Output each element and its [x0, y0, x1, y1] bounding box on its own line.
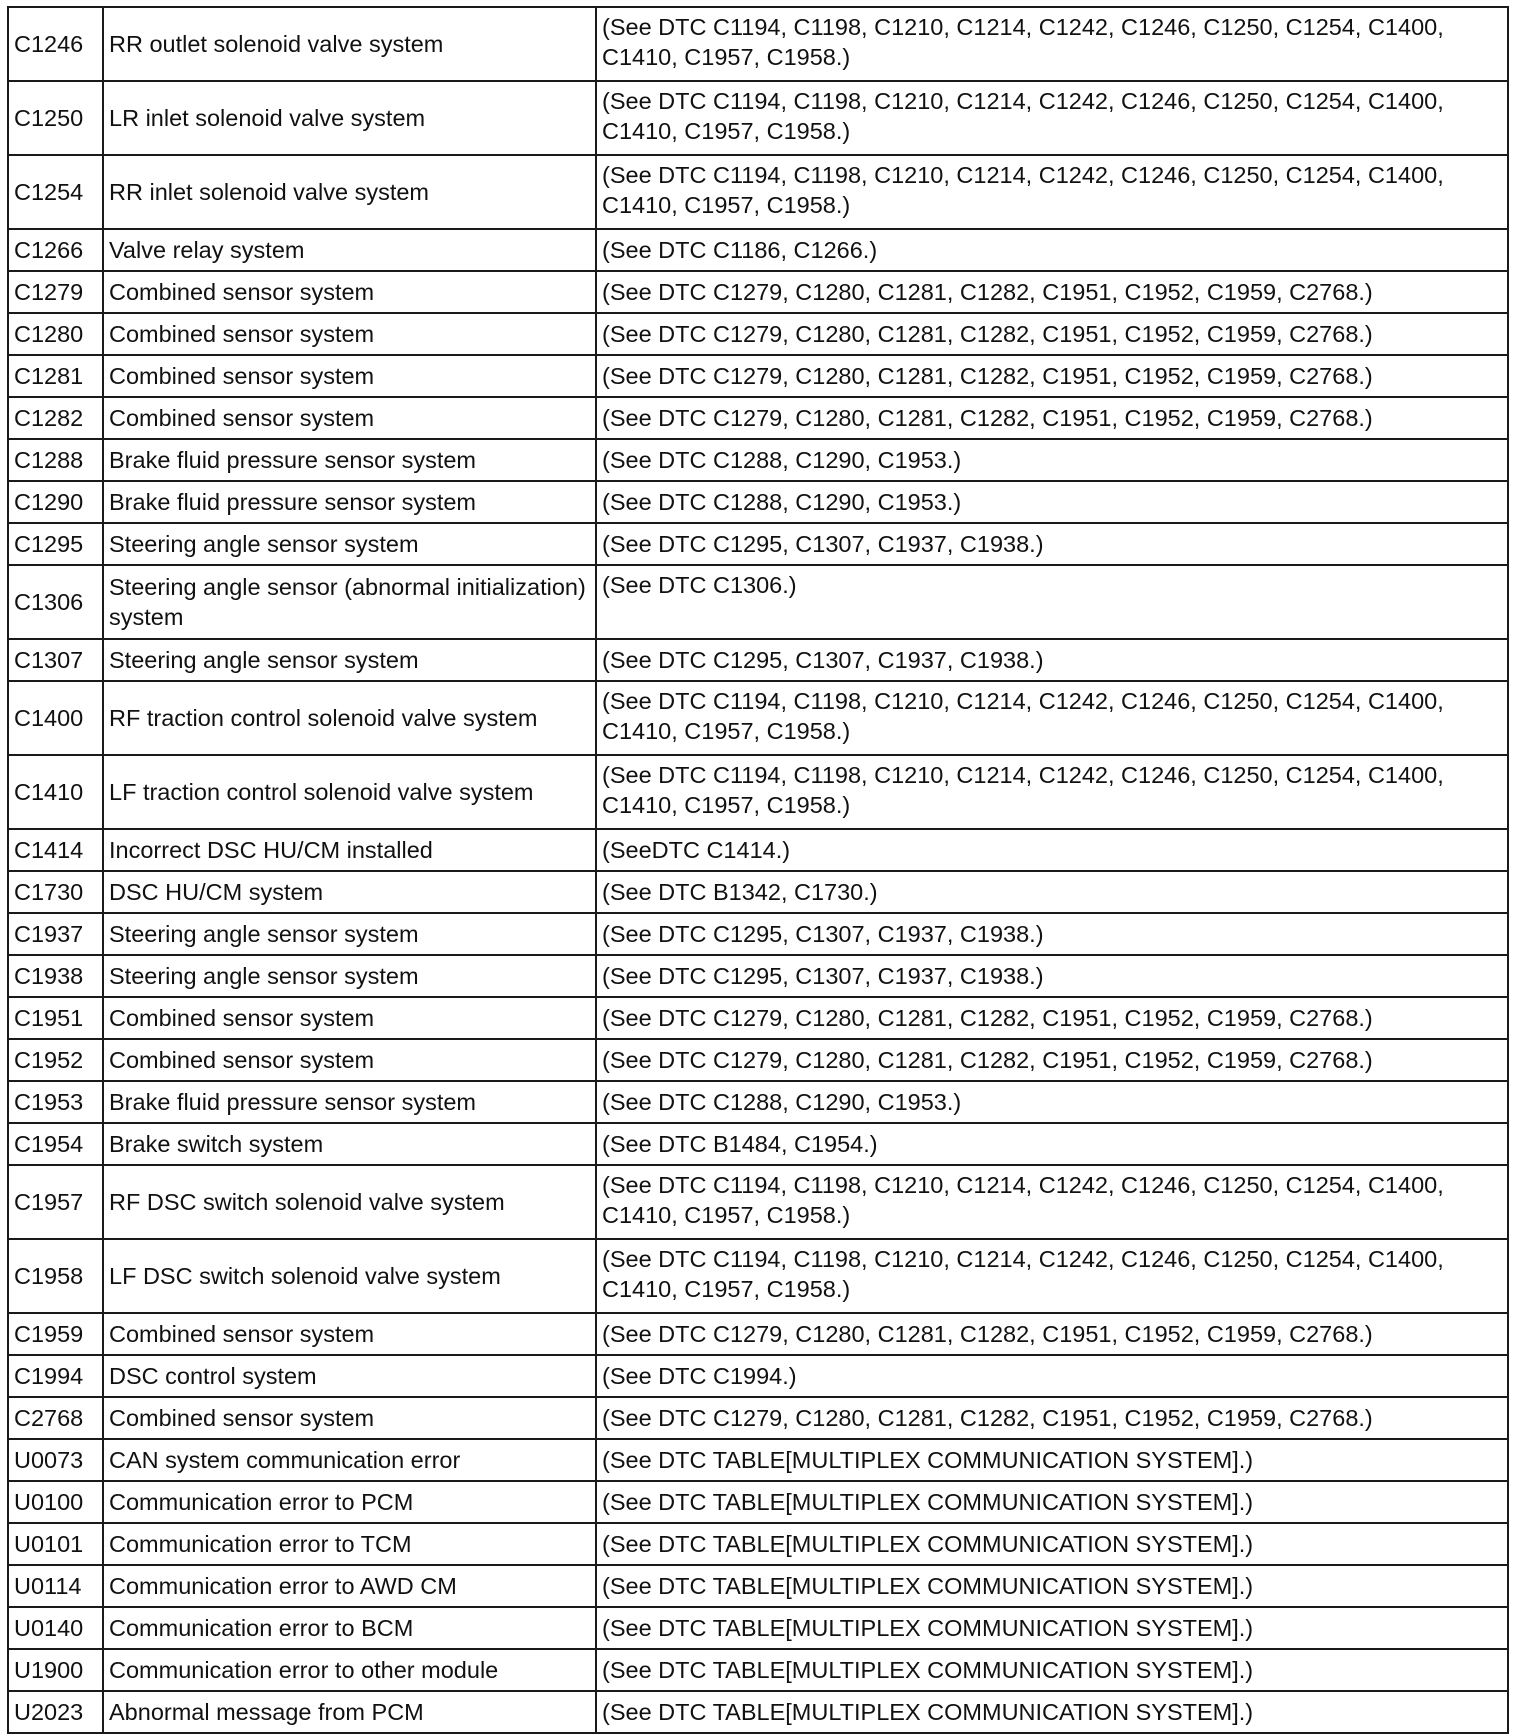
dtc-description: RR outlet solenoid valve system: [103, 7, 596, 81]
dtc-description: Steering angle sensor (abnormal initialization) system: [103, 565, 596, 639]
dtc-description: RF DSC switch solenoid valve system: [103, 1165, 596, 1239]
dtc-reference: (See DTC C1279, C1280, C1281, C1282, C1951, C1952, C1959, C2768.): [596, 313, 1508, 355]
dtc-description: Steering angle sensor system: [103, 523, 596, 565]
table-row: [8, 913, 1508, 955]
dtc-reference: (See DTC TABLE[MULTIPLEX COMMUNICATION SYSTEM].): [596, 1607, 1508, 1649]
dtc-code: C1959: [8, 1313, 103, 1355]
dtc-reference: (See DTC TABLE[MULTIPLEX COMMUNICATION SYSTEM].): [596, 1691, 1508, 1733]
table-row: [8, 681, 1508, 755]
dtc-code: C1410: [8, 755, 103, 829]
dtc-code: C1281: [8, 355, 103, 397]
dtc-reference: (See DTC C1279, C1280, C1281, C1282, C1951, C1952, C1959, C2768.): [596, 397, 1508, 439]
dtc-reference: (See DTC C1279, C1280, C1281, C1282, C1951, C1952, C1959, C2768.): [596, 355, 1508, 397]
dtc-code: C1994: [8, 1355, 103, 1397]
dtc-description: Combined sensor system: [103, 997, 596, 1039]
dtc-code: C1400: [8, 681, 103, 755]
table-row: [8, 271, 1508, 313]
dtc-reference: (See DTC C1279, C1280, C1281, C1282, C1951, C1952, C1959, C2768.): [596, 1313, 1508, 1355]
table-row: [8, 355, 1508, 397]
dtc-code: U2023: [8, 1691, 103, 1733]
dtc-description: Brake switch system: [103, 1123, 596, 1165]
dtc-reference: (See DTC C1194, C1198, C1210, C1214, C1242, C1246, C1250, C1254, C1400, C1410, C1957, C1958.): [596, 755, 1508, 829]
dtc-code: C1957: [8, 1165, 103, 1239]
dtc-description: Combined sensor system: [103, 1397, 596, 1439]
table-row: [8, 997, 1508, 1039]
table-row: [8, 1481, 1508, 1523]
dtc-reference: (See DTC C1194, C1198, C1210, C1214, C1242, C1246, C1250, C1254, C1400, C1410, C1957, C1958.): [596, 681, 1508, 755]
dtc-description: Steering angle sensor system: [103, 955, 596, 997]
dtc-code: C2768: [8, 1397, 103, 1439]
dtc-description: Brake fluid pressure sensor system: [103, 439, 596, 481]
dtc-description: DSC HU/CM system: [103, 871, 596, 913]
dtc-description: Abnormal message from PCM: [103, 1691, 596, 1733]
dtc-description: Combined sensor system: [103, 355, 596, 397]
dtc-code: U0073: [8, 1439, 103, 1481]
table-row: [8, 1649, 1508, 1691]
dtc-description: Communication error to other module: [103, 1649, 596, 1691]
dtc-description: Steering angle sensor system: [103, 639, 596, 681]
dtc-description: Brake fluid pressure sensor system: [103, 1081, 596, 1123]
dtc-code: U0114: [8, 1565, 103, 1607]
dtc-reference: (See DTC C1279, C1280, C1281, C1282, C1951, C1952, C1959, C2768.): [596, 1397, 1508, 1439]
dtc-code: C1951: [8, 997, 103, 1039]
dtc-code: C1938: [8, 955, 103, 997]
dtc-code: C1937: [8, 913, 103, 955]
dtc-description: Incorrect DSC HU/CM installed: [103, 829, 596, 871]
dtc-code: C1730: [8, 871, 103, 913]
table-row: [8, 1123, 1508, 1165]
dtc-code: U1900: [8, 1649, 103, 1691]
dtc-description: Combined sensor system: [103, 397, 596, 439]
table-row: [8, 565, 1508, 639]
dtc-description: Combined sensor system: [103, 1313, 596, 1355]
dtc-reference: (See DTC C1288, C1290, C1953.): [596, 481, 1508, 523]
dtc-description: Brake fluid pressure sensor system: [103, 481, 596, 523]
dtc-description: RR inlet solenoid valve system: [103, 155, 596, 229]
table-row: [8, 313, 1508, 355]
dtc-code: C1414: [8, 829, 103, 871]
table-row: [8, 1397, 1508, 1439]
table-row: [8, 439, 1508, 481]
dtc-reference: (See DTC C1295, C1307, C1937, C1938.): [596, 913, 1508, 955]
dtc-code: C1266: [8, 229, 103, 271]
dtc-reference: (See DTC C1279, C1280, C1281, C1282, C1951, C1952, C1959, C2768.): [596, 1039, 1508, 1081]
table-row: [8, 829, 1508, 871]
table-row: [8, 755, 1508, 829]
dtc-description: DSC control system: [103, 1355, 596, 1397]
table-row: [8, 155, 1508, 229]
dtc-reference: (See DTC B1342, C1730.): [596, 871, 1508, 913]
dtc-reference: (See DTC C1194, C1198, C1210, C1214, C1242, C1246, C1250, C1254, C1400, C1410, C1957, C1958.): [596, 155, 1508, 229]
dtc-reference: (See DTC C1279, C1280, C1281, C1282, C1951, C1952, C1959, C2768.): [596, 997, 1508, 1039]
table-row: [8, 1439, 1508, 1481]
dtc-description: RF traction control solenoid valve system: [103, 681, 596, 755]
dtc-code: C1254: [8, 155, 103, 229]
dtc-reference: (See DTC C1279, C1280, C1281, C1282, C1951, C1952, C1959, C2768.): [596, 271, 1508, 313]
dtc-code: U0101: [8, 1523, 103, 1565]
table-row: [8, 955, 1508, 997]
dtc-reference: (See DTC TABLE[MULTIPLEX COMMUNICATION SYSTEM].): [596, 1649, 1508, 1691]
dtc-reference: (See DTC C1306.): [596, 565, 1508, 639]
table-row: [8, 397, 1508, 439]
dtc-code: C1282: [8, 397, 103, 439]
table-row: [8, 1523, 1508, 1565]
table-row: [8, 1691, 1508, 1733]
table-row: [8, 1239, 1508, 1313]
dtc-reference: (See DTC C1295, C1307, C1937, C1938.): [596, 955, 1508, 997]
dtc-reference: (See DTC C1194, C1198, C1210, C1214, C1242, C1246, C1250, C1254, C1400, C1410, C1957, C1958.): [596, 7, 1508, 81]
table-row: [8, 81, 1508, 155]
dtc-description: Valve relay system: [103, 229, 596, 271]
dtc-code: C1279: [8, 271, 103, 313]
dtc-code: C1958: [8, 1239, 103, 1313]
table-row: [8, 1355, 1508, 1397]
dtc-description: Combined sensor system: [103, 271, 596, 313]
dtc-reference: (See DTC C1194, C1198, C1210, C1214, C1242, C1246, C1250, C1254, C1400, C1410, C1957, C1958.): [596, 1239, 1508, 1313]
table-row: [8, 523, 1508, 565]
dtc-reference: (See DTC TABLE[MULTIPLEX COMMUNICATION SYSTEM].): [596, 1439, 1508, 1481]
table-row: [8, 1565, 1508, 1607]
dtc-reference: (See DTC C1295, C1307, C1937, C1938.): [596, 639, 1508, 681]
dtc-description: Communication error to BCM: [103, 1607, 596, 1649]
table-row: [8, 1607, 1508, 1649]
dtc-code: C1295: [8, 523, 103, 565]
table-row: [8, 1165, 1508, 1239]
table-row: [8, 1081, 1508, 1123]
dtc-reference: (SeeDTC C1414.): [596, 829, 1508, 871]
dtc-description: Communication error to PCM: [103, 1481, 596, 1523]
table-row: [8, 871, 1508, 913]
dtc-code: C1288: [8, 439, 103, 481]
dtc-reference: (See DTC C1295, C1307, C1937, C1938.): [596, 523, 1508, 565]
dtc-code: C1307: [8, 639, 103, 681]
dtc-code: C1280: [8, 313, 103, 355]
table-row: [8, 229, 1508, 271]
dtc-reference: (See DTC TABLE[MULTIPLEX COMMUNICATION SYSTEM].): [596, 1565, 1508, 1607]
dtc-description: LF traction control solenoid valve system: [103, 755, 596, 829]
dtc-reference: (See DTC C1194, C1198, C1210, C1214, C1242, C1246, C1250, C1254, C1400, C1410, C1957, C1958.): [596, 1165, 1508, 1239]
dtc-reference: (See DTC TABLE[MULTIPLEX COMMUNICATION SYSTEM].): [596, 1523, 1508, 1565]
dtc-reference: (See DTC C1194, C1198, C1210, C1214, C1242, C1246, C1250, C1254, C1400, C1410, C1957, C1958.): [596, 81, 1508, 155]
table-row: [8, 481, 1508, 523]
table-row: [8, 1313, 1508, 1355]
dtc-reference: (See DTC C1186, C1266.): [596, 229, 1508, 271]
dtc-code: C1952: [8, 1039, 103, 1081]
dtc-description: Combined sensor system: [103, 1039, 596, 1081]
dtc-code: C1246: [8, 7, 103, 81]
dtc-reference: (See DTC C1288, C1290, C1953.): [596, 439, 1508, 481]
dtc-description: Communication error to TCM: [103, 1523, 596, 1565]
dtc-reference: (See DTC C1288, C1290, C1953.): [596, 1081, 1508, 1123]
dtc-description: Combined sensor system: [103, 313, 596, 355]
dtc-table: [7, 6, 1509, 1734]
dtc-code: C1250: [8, 81, 103, 155]
dtc-description: Communication error to AWD CM: [103, 1565, 596, 1607]
dtc-description: LR inlet solenoid valve system: [103, 81, 596, 155]
dtc-description: Steering angle sensor system: [103, 913, 596, 955]
table-row: [8, 7, 1508, 81]
dtc-reference: (See DTC TABLE[MULTIPLEX COMMUNICATION SYSTEM].): [596, 1481, 1508, 1523]
dtc-description: CAN system communication error: [103, 1439, 596, 1481]
dtc-code: C1306: [8, 565, 103, 639]
dtc-code: U0140: [8, 1607, 103, 1649]
dtc-description: LF DSC switch solenoid valve system: [103, 1239, 596, 1313]
dtc-table-body: [8, 7, 1508, 1733]
table-row: [8, 1039, 1508, 1081]
table-row: [8, 639, 1508, 681]
dtc-code: C1954: [8, 1123, 103, 1165]
dtc-code: C1953: [8, 1081, 103, 1123]
dtc-reference: (See DTC C1994.): [596, 1355, 1508, 1397]
dtc-code: U0100: [8, 1481, 103, 1523]
dtc-reference: (See DTC B1484, C1954.): [596, 1123, 1508, 1165]
dtc-code: C1290: [8, 481, 103, 523]
